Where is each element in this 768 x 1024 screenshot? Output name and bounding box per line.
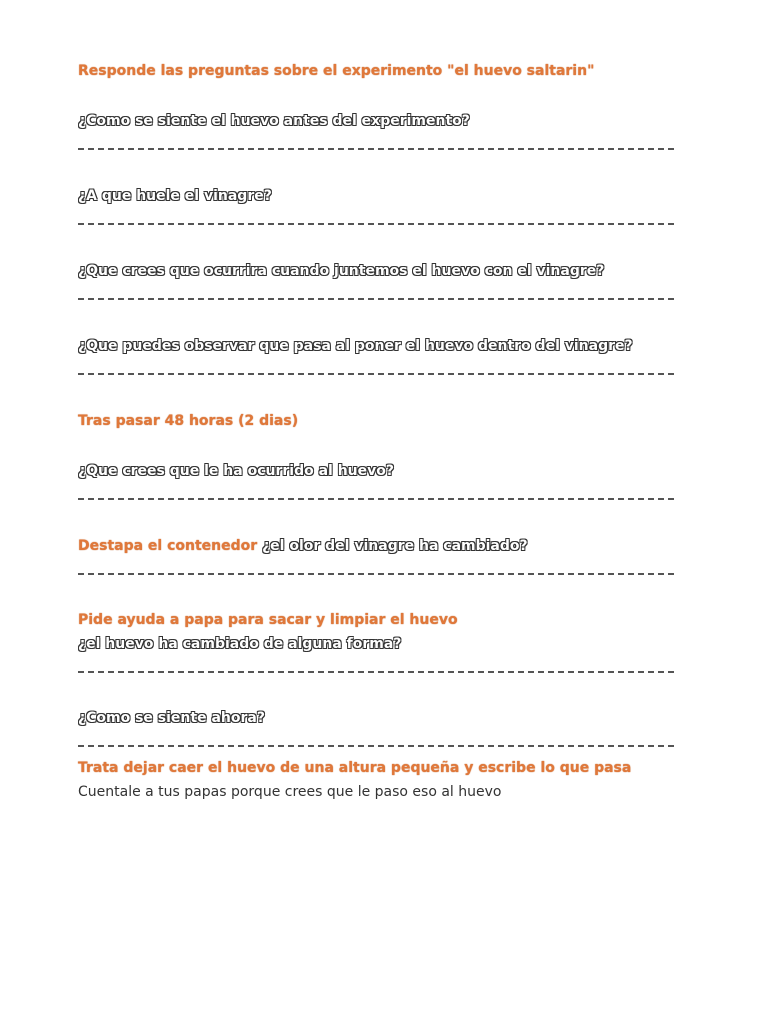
section-after-48-hours: Tras pasar 48 horas (2 dias) <box>78 413 299 429</box>
question-what-happened-egg: ¿Que crees que le ha ocurrido al huevo? <box>78 463 394 479</box>
answer-line <box>78 298 674 300</box>
step-uncover-row <box>78 537 528 555</box>
question-vinegar-smell-changed: ¿el olor del vinagre ha cambiado? <box>262 538 528 554</box>
question-what-will-happen: ¿Que crees que ocurrira cuando juntemos el huevo con el vinagre? <box>78 263 605 279</box>
step-drop-egg: Trata dejar caer el huevo de una altura pequeña y escribe lo que pasa <box>78 760 632 776</box>
question-egg-changed: ¿el huevo ha cambiado de alguna forma? <box>78 636 402 652</box>
worksheet-heading: Responde las preguntas sobre el experimento "el huevo saltarin" <box>78 63 595 79</box>
final-instruction: Cuentale a tus papas porque crees que le paso eso al huevo <box>78 784 502 800</box>
question-vinegar-smell: ¿A que huele el vinagre? <box>78 188 272 204</box>
answer-line <box>78 745 674 747</box>
question-egg-feel-before: ¿Como se siente el huevo antes del experimento? <box>78 113 470 129</box>
answer-line <box>78 223 674 225</box>
step-ask-dad-help: Pide ayuda a papa para sacar y limpiar el huevo <box>78 612 458 628</box>
step-uncover-container: Destapa el contenedor <box>78 538 258 554</box>
answer-line <box>78 373 674 375</box>
answer-line <box>78 671 674 673</box>
answer-line <box>78 148 674 150</box>
answer-line <box>78 498 674 500</box>
question-what-you-observe: ¿Que puedes observar que pasa al poner el huevo dentro del vinagre? <box>78 338 633 354</box>
answer-line <box>78 573 674 575</box>
question-egg-feel-now: ¿Como se siente ahora? <box>78 710 265 726</box>
